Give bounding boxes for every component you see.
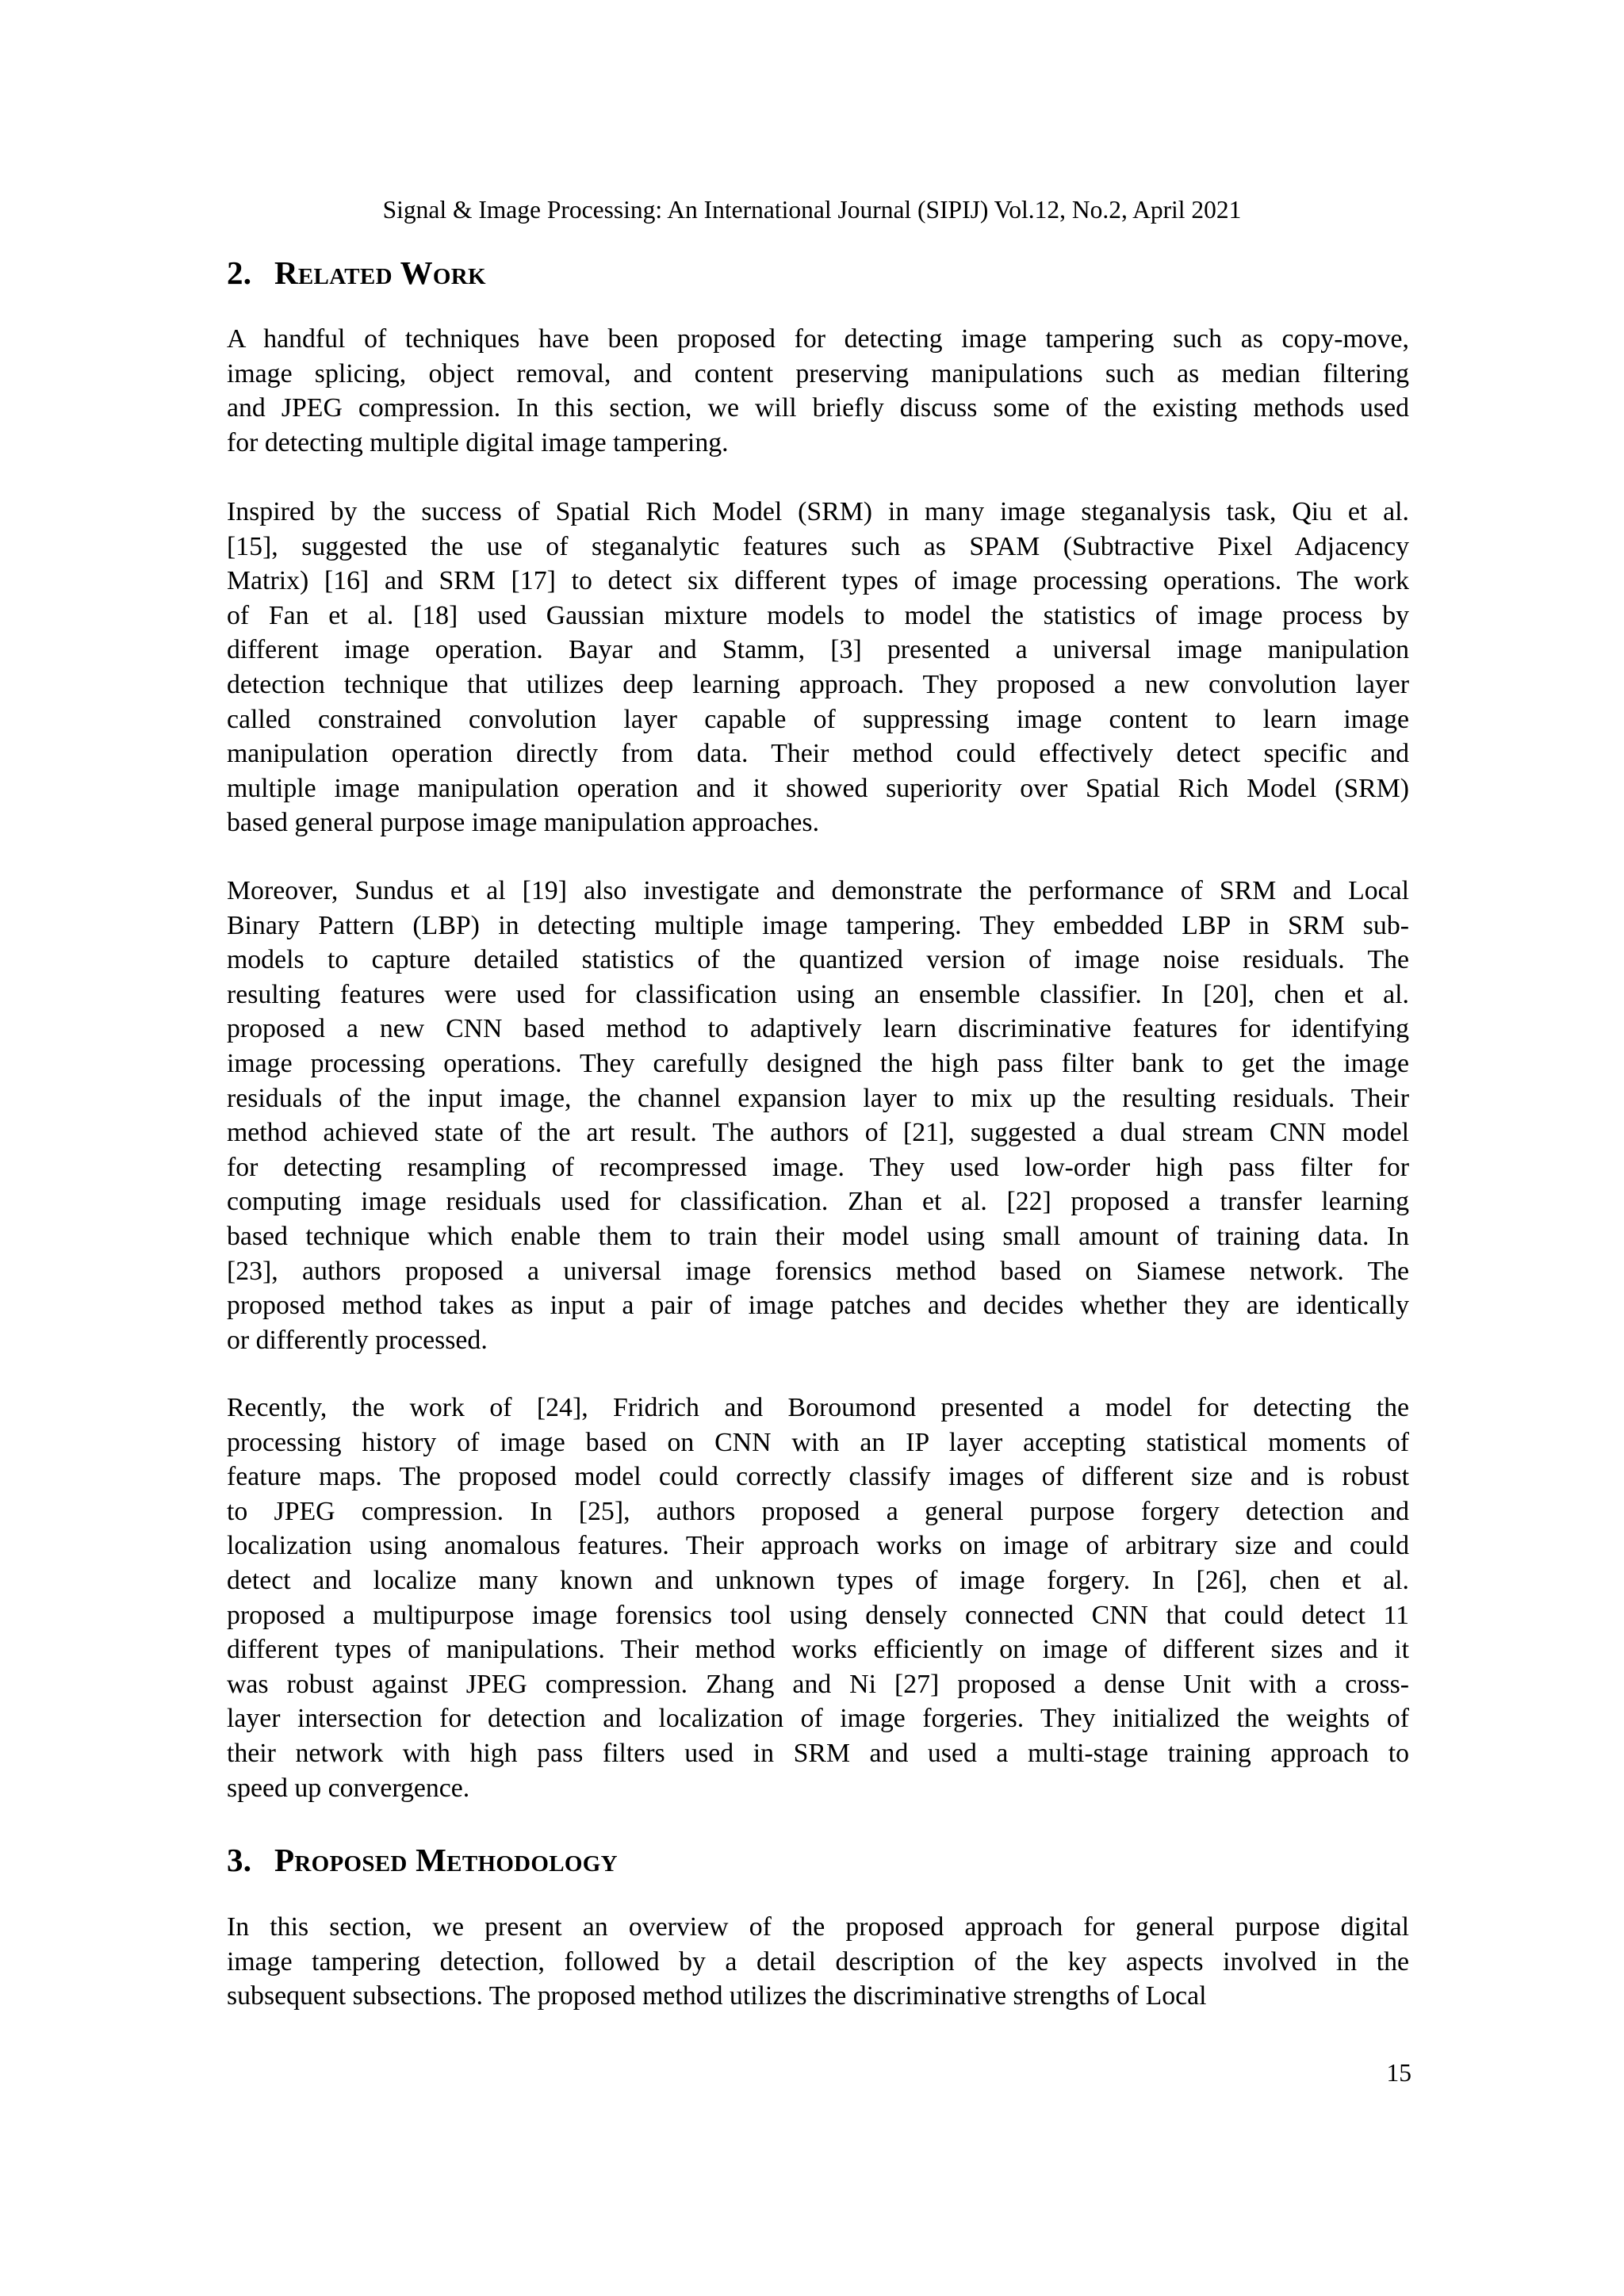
text-line: speed up convergence. <box>227 1773 470 1803</box>
section-2-title: Related Work <box>274 254 486 291</box>
text-line: Binary Pattern (LBP) in detecting multiple image tampering. They embedded LBP in SRM sub- <box>227 910 1409 940</box>
text-line: detect and localize many known and unknown types of image forgery. In [26], chen et al. <box>227 1565 1409 1595</box>
text-line: based general purpose image manipulation approaches. <box>227 808 820 838</box>
text-line: was robust against JPEG compression. Zhang and Ni [27] proposed a dense Unit with a cross- <box>227 1669 1409 1699</box>
text-line: Inspired by the success of Spatial Rich Model (SRM) in many image steganalysis task, Qiu et al. <box>227 497 1409 526</box>
running-header: Signal & Image Processing: An International Journal (SIPIJ) Vol.12, No.2, April 2021 <box>382 196 1242 224</box>
text-line: detection technique that utilizes deep learning approach. They proposed a new convolution layer <box>227 669 1409 699</box>
text-line: their network with high pass filters used in SRM and used a multi-stage training approach to <box>227 1738 1409 1768</box>
text-line: In this section, we present an overview of the proposed approach for general purpose digital <box>227 1912 1409 1942</box>
text-line: method achieved state of the art result. The authors of [21], suggested a dual stream CNN model <box>227 1118 1409 1148</box>
text-line: residuals of the input image, the channel expansion layer to mix up the resulting residuals. Their <box>227 1083 1409 1113</box>
text-line: for detecting multiple digital image tampering. <box>227 427 729 457</box>
text-line: and JPEG compression. In this section, we will briefly discuss some of the existing methods used <box>227 393 1409 423</box>
section-3-number: 3. <box>227 1842 252 1878</box>
text-line: models to capture detailed statistics of the quantized version of image noise residuals. The <box>227 945 1409 975</box>
text-line: image tampering detection, followed by a detail description of the key aspects involved in the <box>227 1946 1409 1976</box>
text-line: Matrix) [16] and SRM [17] to detect six different types of image processing operations. The work <box>227 566 1409 596</box>
section-2-number: 2. <box>227 254 252 291</box>
text-line: based technique which enable them to train their model using small amount of training data. In <box>227 1221 1409 1251</box>
text-line: manipulation operation directly from data. Their method could effectively detect specific and <box>227 739 1409 769</box>
text-line: [15], suggested the use of steganalytic features such as SPAM (Subtractive Pixel Adjacency <box>227 531 1409 561</box>
section-2-paragraph-3 <box>227 874 1409 1357</box>
text-line: computing image residuals used for classification. Zhan et al. [22] proposed a transfer learning <box>227 1187 1409 1217</box>
text-line: multiple image manipulation operation and it showed superiority over Spatial Rich Model (SRM) <box>227 773 1409 803</box>
text-line: [23], authors proposed a universal image forensics method based on Siamese network. The <box>227 1256 1409 1286</box>
text-line: resulting features were used for classification using an ensemble classifier. In [20], chen et al. <box>227 979 1409 1009</box>
text-line: Recently, the work of [24], Fridrich and Boroumond presented a model for detecting the <box>227 1393 1409 1422</box>
section-2-heading <box>227 254 486 292</box>
section-2-paragraph-4 <box>227 1391 1409 1805</box>
text-line: layer intersection for detection and localization of image forgeries. They initialized the weights of <box>227 1704 1409 1734</box>
section-3-title: Proposed Methodology <box>274 1842 618 1878</box>
text-line: feature maps. The proposed model could correctly classify images of different size and is robust <box>227 1462 1409 1492</box>
section-3-paragraph-1 <box>227 1910 1409 2014</box>
text-line: proposed a new CNN based method to adaptively learn discriminative features for identifying <box>227 1014 1409 1044</box>
text-line: to JPEG compression. In [25], authors proposed a general purpose forgery detection and <box>227 1496 1409 1526</box>
text-line: different types of manipulations. Their method works efficiently on image of different sizes and it <box>227 1635 1409 1665</box>
text-line: proposed a multipurpose image forensics tool using densely connected CNN that could detect 11 <box>227 1600 1409 1630</box>
section-2-paragraph-2 <box>227 495 1409 840</box>
section-2-paragraph-1 <box>227 322 1409 460</box>
text-line: called constrained convolution layer capable of suppressing image content to learn image <box>227 704 1409 734</box>
text-line: subsequent subsections. The proposed method utilizes the discriminative strengths of Local <box>227 1981 1207 2011</box>
text-line: localization using anomalous features. Their approach works on image of arbitrary size and could <box>227 1531 1409 1561</box>
text-line: for detecting resampling of recompressed image. They used low-order high pass filter for <box>227 1152 1409 1182</box>
section-3-heading <box>227 1841 618 1879</box>
text-line: image processing operations. They carefully designed the high pass filter bank to get the image <box>227 1048 1409 1078</box>
text-line: or differently processed. <box>227 1325 488 1355</box>
text-line: Moreover, Sundus et al [19] also investigate and demonstrate the performance of SRM and Local <box>227 876 1409 905</box>
text-line: processing history of image based on CNN with an IP layer accepting statistical moments of <box>227 1427 1409 1457</box>
page-number: 15 <box>1386 2059 1411 2087</box>
text-line: different image operation. Bayar and Stamm, [3] presented a universal image manipulation <box>227 635 1409 665</box>
text-line: image splicing, object removal, and content preserving manipulations such as median filtering <box>227 358 1409 388</box>
text-line: of Fan et al. [18] used Gaussian mixture models to model the statistics of image process by <box>227 600 1409 630</box>
text-line: proposed method takes as input a pair of image patches and decides whether they are identically <box>227 1291 1409 1321</box>
text-line: A handful of techniques have been proposed for detecting image tampering such as copy-move, <box>227 324 1409 354</box>
